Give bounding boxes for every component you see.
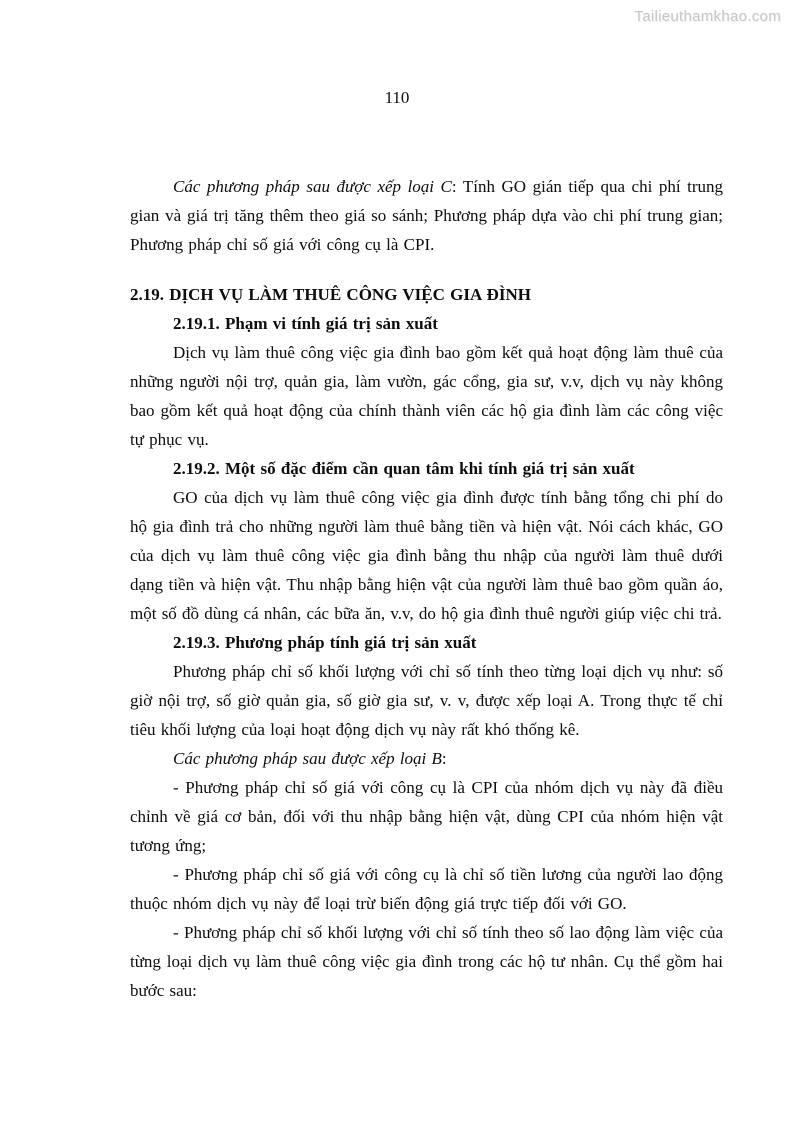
paragraph-intro bbox=[130, 172, 723, 259]
paragraph-intro-italic-lead: Các phương pháp sau được xếp loại C bbox=[173, 177, 452, 196]
section-heading-2-19: 2.19. DỊCH VỤ LÀM THUÊ CÔNG VIỆC GIA ĐÌNH bbox=[130, 285, 531, 304]
paragraph-class-b bbox=[130, 744, 723, 773]
page-number: 110 bbox=[384, 88, 410, 107]
paragraph-scope: Dịch vụ làm thuê công việc gia đình bao gồm kết quả hoạt động làm thuê của những người nội trợ, quản gia, làm vườn, gác cổng, gia sư, v.v, dịch vụ này không bao gồm kết quả hoạt động của chính thành viên các hộ gia đình làm các công việc tự phục vụ. bbox=[130, 343, 723, 449]
paragraph-intro-body: : Tính GO gián tiếp qua chi phí trung gian và giá trị tăng thêm theo giá so sánh; Phương pháp dựa vào chi phí trung gian; Phương pháp chỉ số giá với công cụ là CPI. bbox=[130, 177, 723, 254]
paragraph-bullet-labor-volume: - Phương pháp chỉ số khối lượng với chỉ số tính theo số lao động làm việc của từng loại dịch vụ làm thuê công việc gia đình trong các hộ tư nhân. Cụ thể gồm hai bước sau: bbox=[130, 923, 723, 1000]
watermark-text: Tailieuthamkhao.com bbox=[634, 8, 781, 25]
paragraph-features: GO của dịch vụ làm thuê công việc gia đình được tính bằng tổng chi phí do hộ gia đình trả cho những người làm thuê bằng tiền và hiện vật. Nói cách khác, GO của dịch vụ làm thuê công việc gia đình bằng thu nhập của người làm thuê dưới dạng tiền và hiện vật. Thu nhập bằng hiện vật của người làm thuê bao gồm quần áo, một số đồ dùng cá nhân, các bữa ăn, v.v, do hộ gia đình thuê người giúp việc chi trả. bbox=[130, 488, 723, 623]
document-content bbox=[0, 172, 794, 1005]
paragraph-class-b-italic-lead: Các phương pháp sau được xếp loại B bbox=[173, 749, 442, 768]
paragraph-bullet-cpi: - Phương pháp chỉ số giá với công cụ là CPI của nhóm dịch vụ này đã điều chỉnh về giá cơ bản, đối với thu nhập bằng hiện vật, dùng CPI của nhóm hiện vật tương ứng; bbox=[130, 778, 723, 855]
paragraph-bullet-wage-index: - Phương pháp chỉ số giá với công cụ là chỉ số tiền lương của người lao động thuộc nhóm dịch vụ này để loại trừ biến động giá trực tiếp đối với GO. bbox=[130, 865, 723, 913]
subsection-heading-2-19-2: 2.19.2. Một số đặc điểm cần quan tâm khi tính giá trị sản xuất bbox=[173, 459, 635, 478]
paragraph-method-a: Phương pháp chỉ số khối lượng với chỉ số tính theo từng loại dịch vụ như: số giờ nội trợ, số giờ quản gia, số giờ gia sư, v. v, được xếp loại A. Trong thực tế chỉ tiêu khối lượng của loại hoạt động dịch vụ này rất khó thống kê. bbox=[130, 662, 723, 739]
paragraph-class-b-colon: : bbox=[441, 749, 447, 768]
subsection-heading-2-19-3: 2.19.3. Phương pháp tính giá trị sản xuất bbox=[173, 633, 477, 652]
subsection-heading-2-19-1: 2.19.1. Phạm vi tính giá trị sản xuất bbox=[173, 314, 438, 333]
